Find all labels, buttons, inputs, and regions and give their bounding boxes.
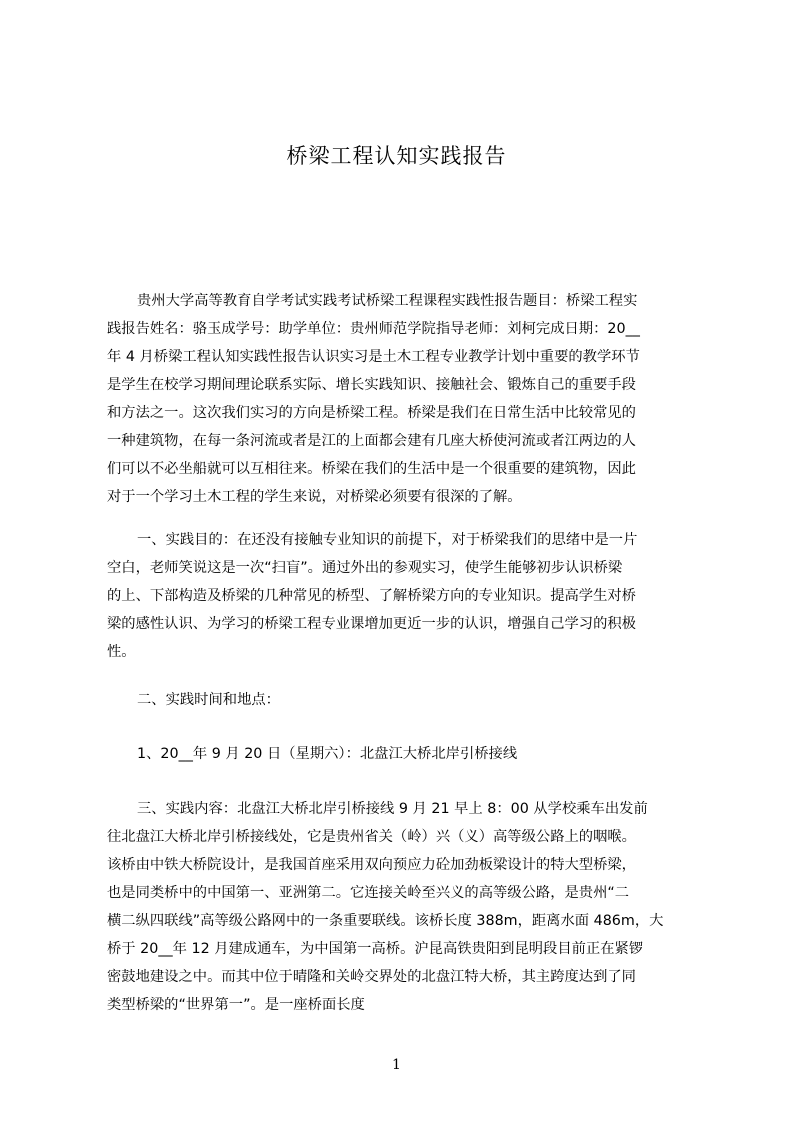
text-line: 贵州大学高等教育自学考试实践考试桥梁工程课程实践性报告题目：桥梁工程实	[137, 293, 638, 309]
text-line: 空白，老师笑说这是一次“扫盲”。通过外出的参观实习，使学生能够初步认识桥梁	[107, 560, 623, 576]
text-line: 一、实践目的：在还没有接触专业知识的前提下，对于桥梁我们的思绪中是一片	[137, 532, 638, 548]
text-line: 是学生在校学习期间理论联系实际、增长实践知识、接触社会、锻炼自己的重要手段	[107, 377, 636, 393]
text-line: 对于一个学习土木工程的学生来说，对桥梁必须要有很深的了解。	[107, 489, 522, 505]
text-line: 也是同类桥中的中国第一、亚洲第二。它连接关岭至兴义的高等级公路，是贵州“二	[107, 885, 630, 901]
text-line: 横二纵四联线”高等级公路网中的一条重要联线。该桥长度 388m，距离水面 486m，大	[107, 913, 664, 929]
text-line: 的上、下部构造及桥梁的几种常见的桥型、了解桥梁方向的专业知识。提高学生对桥	[107, 588, 636, 604]
text-line: 和方法之一。这次我们实习的方向是桥梁工程。桥梁是我们在日常生活中比较常见的	[107, 405, 636, 421]
text-line: 梁的感性认识、为学习的桥梁工程专业课增加更近一步的认识，增强自己学习的积极	[107, 616, 636, 632]
text-line: 性。	[107, 644, 136, 660]
text-line: 一种建筑物，在每一条河流或者是江的上面都会建有几座大桥使河流或者江两边的人	[107, 433, 636, 449]
text-line: 该桥由中铁大桥院设计，是我国首座采用双向预应力砼加劲板梁设计的特大型桥梁，	[107, 857, 636, 873]
text-line: 桥于 20__年 12 月建成通车，为中国第一高桥。沪昆高铁贵阳到昆明段目前正在紧锣	[107, 941, 644, 957]
page-number: 1	[392, 1057, 401, 1073]
text-line: 密鼓地建设之中。而其中位于晴隆和关岭交界处的北盘江特大桥，其主跨度达到了同	[107, 969, 636, 985]
text-line: 三、实践内容：北盘江大桥北岸引桥接线 9 月 21 早上 8：00 从学校乘车出发前	[137, 801, 648, 817]
text-line: 年 4 月桥梁工程认知实践性报告认识实习是土木工程专业教学计划中重要的教学环节	[107, 349, 640, 365]
text-line: 1、20__年 9 月 20 日（星期六）：北盘江大桥北岸引桥接线	[137, 746, 518, 762]
document-title: 桥梁工程认知实践报告	[286, 144, 507, 168]
text-line: 践报告姓名：骆玉成学号：助学单位：贵州师范学院指导老师：刘柯完成日期：20__	[107, 321, 640, 337]
text-line: 往北盘江大桥北岸引桥接线处，它是贵州省关（岭）兴（义）高等级公路上的咽喉。	[107, 829, 636, 845]
document-body	[107, 0, 699, 1040]
text-line: 们可以不必坐船就可以互相往来。桥梁在我们的生活中是一个很重要的建筑物，因此	[107, 461, 636, 477]
section-heading: 二、实践时间和地点：	[137, 692, 280, 708]
text-line: 类型桥梁的“世界第一”。是一座桥面长度	[107, 997, 365, 1013]
